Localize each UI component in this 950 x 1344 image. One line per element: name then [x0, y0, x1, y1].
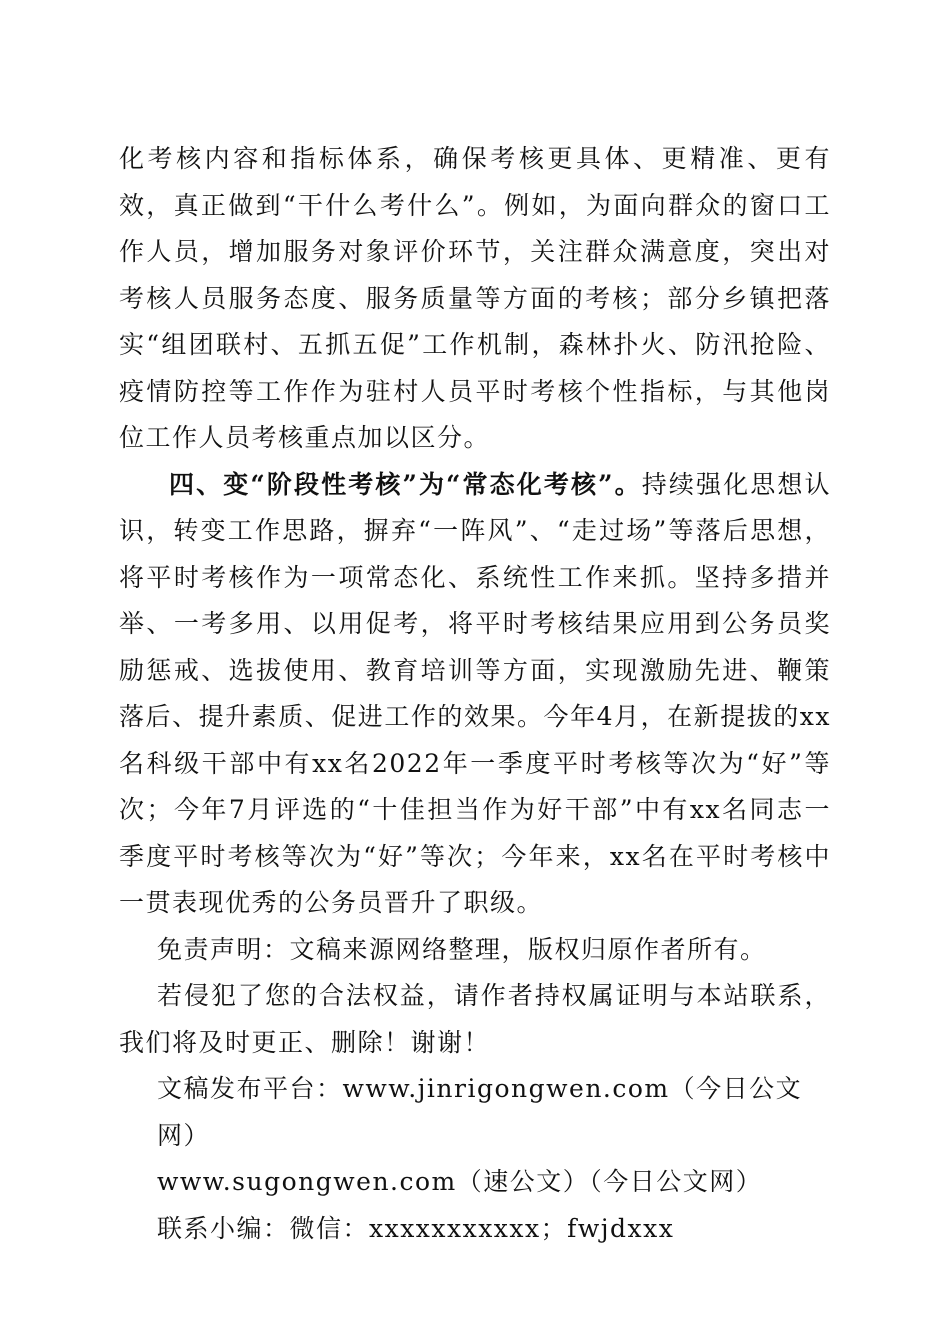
document-body	[119, 136, 831, 1252]
paragraph-assessment-content: 化考核内容和指标体系，确保考核更具体、更精准、更有效，真正做到“干什么考什么”。例如，为面向群众的窗口工作人员，增加服务对象评价环节，关注群众满意度，突出对考核人员服务态度、服务质量等方面的考核；部分乡镇把落实“组团联村、五抓五促”工作机制，森林扑火、防汛抢险、疫情防控等工作作为驻村人员平时考核个性指标，与其他岗位工作人员考核重点加以区分。	[119, 144, 831, 452]
disclaimer-text: 免责声明：文稿来源网络整理，版权归原作者所有。	[157, 934, 767, 964]
publisher-info	[119, 1066, 831, 1252]
section-4-body: 持续强化思想认识，转变工作思路，摒弃“一阵风”、“走过场”等落后思想，将平时考核作为一项常态化、系统性工作来抓。坚持多措并举、一考多用、以用促考，将平时考核结果应用到公务员奖励惩戒、选拔使用、教育培训等方面，实现激励先进、鞭策落后、提升素质、促进工作的效果。今年4月，在新提拔的xx名科级干部中有xx名2022年一季度平时考核等次为“好”等次；今年7月评选的“十佳担当作为好干部”中有xx名同志一季度平时考核等次为“好”等次；今年来，xx名在平时考核中一贯表现优秀的公务员晋升了职级。	[119, 469, 831, 917]
paragraph-section-4	[119, 462, 831, 927]
platform-line: 文稿发布平台：www.jinrigongwen.com（今日公文网）	[157, 1074, 803, 1150]
site-line: www.sugongwen.com（速公文）（今日公文网）	[157, 1167, 763, 1196]
contact-line: 联系小编：微信：xxxxxxxxxxx；fwjdxxx	[157, 1213, 675, 1243]
section-4-heading: 四、变“阶段性考核”为“常态化考核”。	[169, 469, 642, 499]
infringement-notice: 若侵犯了您的合法权益，请作者持权属证明与本站联系，我们将及时更正、删除！谢谢！	[119, 981, 831, 1057]
